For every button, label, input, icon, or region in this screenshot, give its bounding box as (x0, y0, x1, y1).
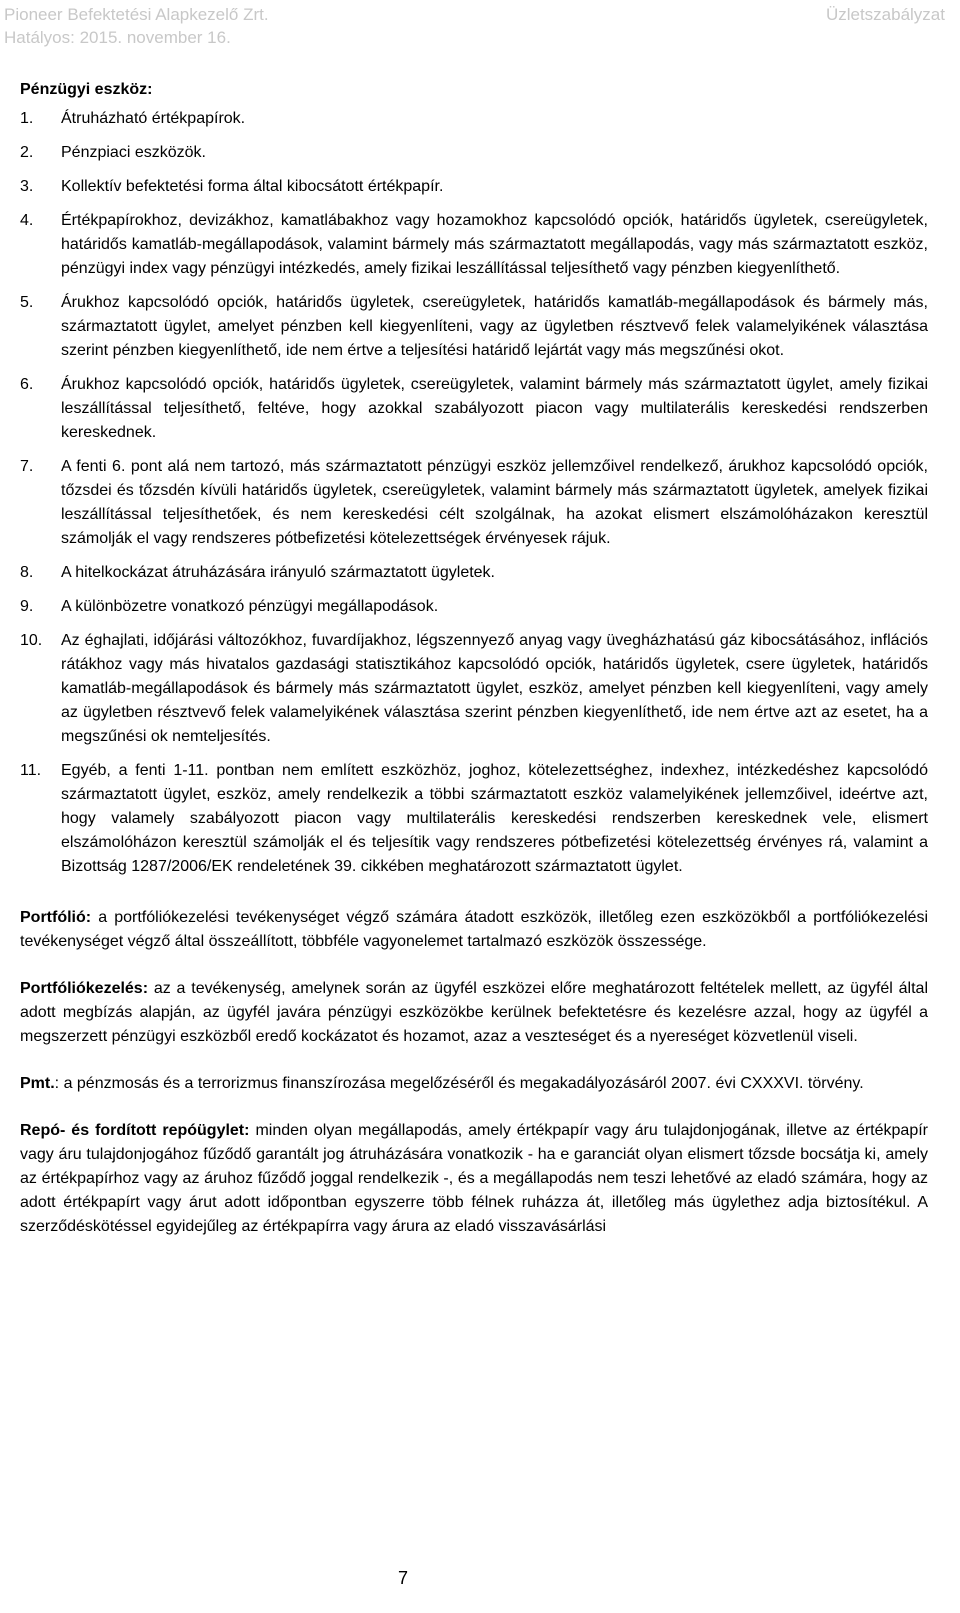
definition-portfolio (20, 906, 928, 954)
list-item-number: 9. (20, 598, 34, 615)
list-item-number: 7. (20, 458, 34, 475)
list-item (20, 291, 928, 363)
list-item-text: Árukhoz kapcsolódó opciók, határidős ügyletek, csereügyletek, határidős kamatláb-megállapodások és bármely más, származtatott ügylet, amelyet pénzben kell kiegyenlíteni, vagy az ügyletben résztvevő felek valamelyikének választása szerint pénzben kiegyenlíthető, ide nem értve a teljesítési határidő lejártát vagy más megszűnési okot. (61, 294, 928, 359)
section-title: Pénzügyi eszköz: (20, 81, 153, 98)
list-item (20, 209, 928, 281)
definition-text: : a pénzmosás és a terrorizmus finanszírozása megelőzéséről és megakadályozásáról 2007. évi CXXXVI. törvény. (54, 1075, 864, 1092)
list-item (20, 759, 928, 879)
list-item-number: 10. (20, 632, 43, 649)
list-item-number: 2. (20, 144, 34, 161)
list-item-text: Értékpapírokhoz, devizákhoz, kamatlábakhoz vagy hozamokhoz kapcsolódó opciók, határidős ügyletek, csereügyletek, határidős kamatláb-megállapodások, valamint bármely más származtatott megállapodás, vagy más származtatott eszköz, pénzügyi index vagy pénzügyi intézkedés, amely fizikai leszállítással teljesíthető vagy pénzben kiegyenlíthető. (61, 212, 928, 277)
list-item (20, 373, 928, 445)
header-document-title: Üzletszabályzat (825, 5, 945, 24)
list-item (20, 629, 928, 749)
definition-pmt (20, 1072, 928, 1096)
list-item (20, 561, 928, 585)
list-item-text: Átruházható értékpapírok. (61, 110, 246, 127)
financial-instrument-list (20, 107, 928, 879)
definition-text: minden olyan megállapodás, amely értékpapír vagy áru tulajdonjogának, illetve az értékpapír vagy áru tulajdonjogához fűződő garantált jog átruházására vonatkozik - ha e garanciát olyan elismert tőzsde bocsátja ki, amely az értékpapírhoz vagy az áruhoz fűződő joggal rendelkezik -, és a megállapodás nem teszi lehetővé az eladó számára, hogy az adott értékpapírt vagy árut adott időpontban egyszerre több félnek ruházza át, illetőleg más ügylethez adja biztosítékul. A szerződéskötéssel egyidejűleg az értékpapírra vagy árura az eladó visszavásárlási (20, 1122, 928, 1235)
list-item-number: 6. (20, 376, 34, 393)
definition-term: Portfóliókezelés: (20, 980, 149, 997)
definition-portfolio-management (20, 977, 928, 1049)
definition-text: a portfóliókezelési tevékenységet végző számára átadott eszközök, illetőleg ezen eszközökből a portfóliókezelési tevékenységet végző által összeállított, többféle vagyonelemet tartalmazó eszközök összessége. (20, 909, 928, 950)
definition-repo (20, 1119, 928, 1239)
list-item-number: 3. (20, 178, 34, 195)
header-effective-date: Hatályos: 2015. november 16. (4, 28, 231, 47)
list-item-number: 11. (20, 762, 42, 779)
page-header (0, 0, 960, 53)
list-item-number: 1. (20, 110, 34, 127)
list-item (20, 141, 928, 165)
list-item-text: A hitelkockázat átruházására irányuló származtatott ügyletek. (61, 564, 495, 581)
list-item-number: 8. (20, 564, 34, 581)
list-item-text: Kollektív befektetési forma által kibocsátott értékpapír. (61, 178, 444, 195)
definition-term: Portfólió: (20, 909, 92, 926)
list-item-text: Egyéb, a fenti 1-11. pontban nem említett eszközhöz, joghoz, kötelezettséghez, indexhez, intézkedéshez kapcsolódó származtatott ügylet, eszköz, amely rendelkezik a többi származtatott eszköz valamelyikének jellemzőivel, ideértve azt, hogy valamely szabályozott piacon vagy multilaterális kereskedési rendszerben kereskednek vele, elismert elszámolóházon keresztül számolják el és teljesítik vagy rendszeres pótbefizetési kötelezettség érvényes rá, valamint a Bizottság 1287/2006/EK rendeletének 39. cikkében meghatározott származtatott ügylet. (61, 762, 928, 875)
list-item-text: Pénzpiaci eszközök. (61, 144, 206, 161)
header-company: Pioneer Befektetési Alapkezelő Zrt. (4, 5, 269, 24)
list-item-number: 4. (20, 212, 34, 229)
list-item-text: Árukhoz kapcsolódó opciók, határidős ügyletek, csereügyletek, valamint bármely más származtatott ügylet, amely fizikai leszállítással teljesíthető, feltéve, hogy azokkal szabályozott piacon vagy multilaterális kereskedési rendszerben kereskednek. (61, 376, 928, 441)
list-item (20, 455, 928, 551)
definition-text: az a tevékenység, amelynek során az ügyfél eszközei előre meghatározott feltételek mellett, az ügyfél által adott megbízás alapján, az ügyfél javára pénzügyi eszközökbe kerülnek befektetésre és kezelésre azzal, hogy az ügyfél a megszerzett pénzügyi eszközből eredő kockázatot és hozamot, azaz a veszteséget és a nyereséget közvetlenül viseli. (20, 980, 928, 1045)
list-item (20, 595, 928, 619)
list-item-text: A fenti 6. pont alá nem tartozó, más származtatott pénzügyi eszköz jellemzőivel rendelkező, árukhoz kapcsolódó opciók, tőzsdei és tőzsdén kívüli határidős ügyletek, csereügyletek, valamint bármely más származtatott ügyletek, amelyek fizikai leszállítással teljesíthetőek, és nem kereskedési célt szolgálnak, ha azokat elismert elszámolóházakon keresztül számolják el vagy rendszeres pótbefizetési kötelezettségek érvényesek rájuk. (61, 458, 928, 547)
definition-term: Repó- és fordított repóügylet: (20, 1122, 250, 1139)
page-number: 7 (398, 1568, 409, 1588)
definition-term: Pmt. (20, 1075, 55, 1092)
list-item-number: 5. (20, 294, 34, 311)
list-item-text: Az éghajlati, időjárási változókhoz, fuvardíjakhoz, légszennyező anyag vagy üvegházhatású gáz kibocsátásához, inflációs rátákhoz vagy más hivatalos gazdasági statisztikához kapcsolódó opciók, határidős ügyletek, csere ügyletek, határidős kamatláb-megállapodások és bármely más származtatott ügylet, eszköz, amelyet pénzben kell kiegyenlíteni, vagy amely az ügyletben résztvevő felek valamelyikének választása szerint pénzben kiegyenlíthető, ide nem értve azt az esetet, ha a megszűnési ok nemteljesítés. (61, 632, 928, 745)
document-body (20, 78, 928, 1239)
list-item-text: A különbözetre vonatkozó pénzügyi megállapodások. (61, 598, 439, 615)
list-item (20, 175, 928, 199)
list-item (20, 107, 928, 131)
